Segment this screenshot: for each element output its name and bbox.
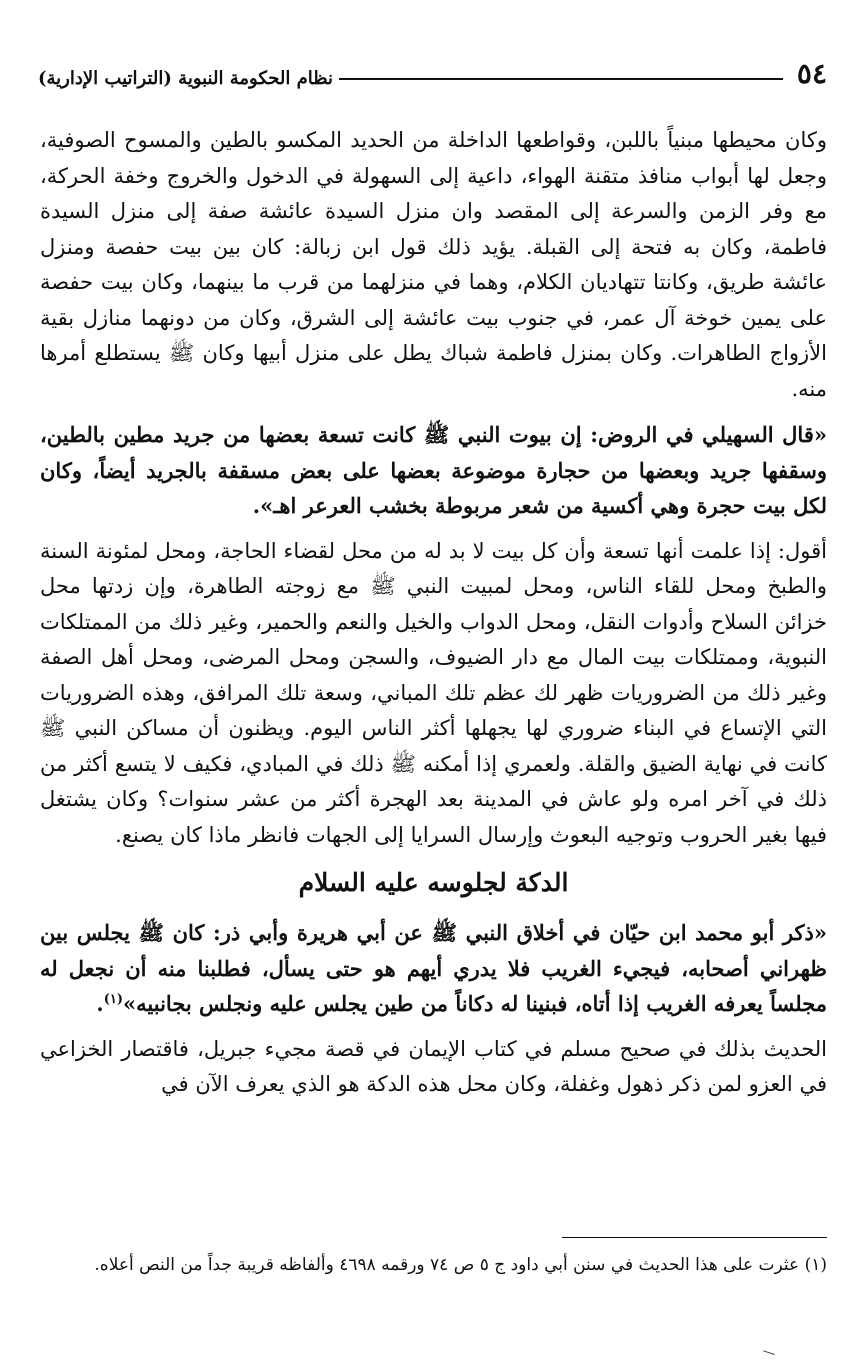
page-header [38,48,827,88]
paragraph-commentary: أقول: إذا علمت أنها تسعة وأن كل بيت لا بد له من محل لقضاء الحاجة، ومحل لمئونة السنة والطبخ ومحل للقاء الناس، ومحل لمبيت النبي ﷺ مع زوجته الطاهرة، وإن زدتها محل خزائن السلاح وأدوات النقل، ومحل الدواب والخيل والنعم والحمير، وغير ذلك من الممتلكات النبوية، وممتلكات بيت المال مع دار الضيوف، والسجن ومحل المرضى، ومحل أهل الصفة وغير ذلك من الضروريات ظهر لك عظم تلك المباني، وسعة تلك المرافق، وهذه الضروريات التي الإتساع في البناء ضروري لها يجهلها أكثر الناس اليوم. ويظنون أن مساكن النبي ﷺ كانت في نهاية الضيق والقلة. ولعمري إذا أمكنه ﷺ ذلك في المبادي، فكيف لا يتسع أكثر من ذلك في آخر امره ولو عاش في المدينة بعد الهجرة أكثر من عشر سنوات؟ وكان يشتغل فيها بغير الحروب وتوجيه البعوث وإرسال السرايا إلى الجهات فانظر ماذا كان يصنع. [40,538,827,847]
quote-end-punctuation: . [96,991,104,1016]
footnote-1: (١) عثرت على هذا الحديث في سنن أبي داود ج ٥ ص ٧٤ ورقمه ٤٦٩٨ وألفاظه قريبة جداً من النص أعلاه. [94,1255,827,1275]
paragraph-hadith-source: الحديث بذلك في صحيح مسلم في كتاب الإيمان في قصة مجيء جبريل، فاقتصار الخزاعي في العزو لمن ذكر ذهول وغفلة، وكان محل هذه الدكة هو الذي يعرف الآن في [40,1036,827,1096]
running-title: نظام الحكومة النبوية (التراتيب الإدارية) [38,68,334,89]
footnote-reference: (١) [103,992,124,1007]
quote-ibn-hayyan [40,915,827,1022]
main-text [40,123,827,1113]
section-heading: الدكة لجلوسه عليه السلام [298,868,569,897]
header-rule [339,78,783,80]
page-number: ٥٤ [796,57,827,90]
footnotes [40,1250,827,1281]
quote-suhayli: «قال السهيلي في الروض: إن بيوت النبي ﷺ كانت تسعة بعضها من جريد مطين بالطين، وسقفها جريد وبعضها من حجارة موضوعة بعضها على بعض مسقفة بالجريد أيضاً، وكان لكل بيت حجرة وهي أكسية من شعر مربوطة بخشب العرعر اهـ». [40,422,827,518]
footnote-divider [562,1237,827,1238]
quote-ibn-hayyan-text: «ذكر أبو محمد ابن حيّان في أخلاق النبي ﷺ عن أبي هريرة وأبي ذر: كان ﷺ يجلس بين ظهراني أصحابه، فيجيء الغريب فلا يدري أيهم هو حتى يسأل، فطلبنا منه أن نجعل له مجلساً يعرفه الغريب إذا أتاه، فبنينا له دكاناً من طين يجلس عليه ونجلس بجانبيه» [40,920,827,1016]
paragraph-walls: وكان محيطها مبنياً باللبن، وقواطعها الداخلة من الحديد المكسو بالطين والمسوح الصوفية، وجعل لها أبواب منافذ متقنة الهواء، داعية إلى السهولة في الدخول والخروج وخفة الحركة، مع وفر الزمن والسرعة إلى المقصد وان منزل السيدة عائشة صفة إلى منزل السيدة فاطمة، وكان به فتحة إلى القبلة. يؤيد ذلك قول ابن زبالة: كان بين بيت حفصة ومنزل عائشة طريق، وكانتا تتهاديان الكلام، وهما في منزلهما من قرب ما بينهما، وكان بيت حفصة على يمين خوخة آل عمر، في جنوب بيت عائشة إلى الشرق، وكان من دونهما منازل بقية الأزواج الطاهرات. وكان بمنزل فاطمة شباك يطل على منزل أبيها وكان ﷺ يستطلع أمرها منه. [40,128,827,401]
scan-mark [761,1350,775,1360]
